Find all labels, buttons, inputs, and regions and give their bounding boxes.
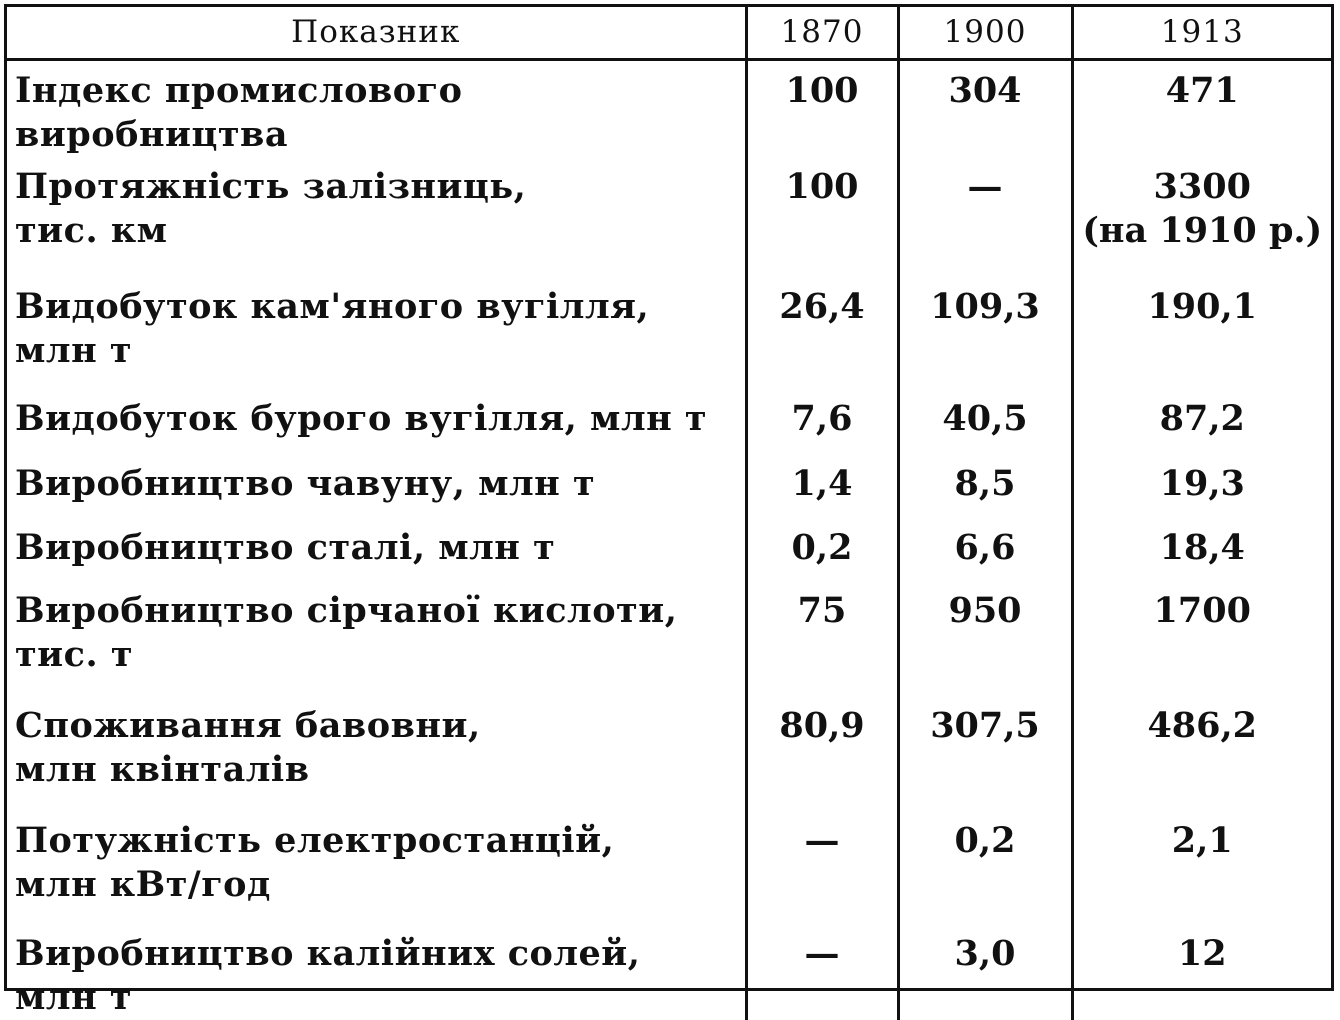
value-1900: 40,5 bbox=[942, 398, 1028, 439]
value-1870: — bbox=[804, 933, 840, 974]
value-1913: 2,1 bbox=[1171, 820, 1233, 861]
row-label: Виробництво калійних солей, млн т bbox=[15, 933, 641, 1018]
table-row bbox=[7, 157, 1331, 277]
value-1900: — bbox=[967, 166, 1003, 207]
table-row bbox=[7, 277, 1331, 389]
value-1870: 1,4 bbox=[791, 463, 853, 504]
header-row bbox=[7, 7, 1331, 60]
value-1913: 19,3 bbox=[1159, 463, 1245, 504]
row-label: Індекс промислового виробництва bbox=[15, 70, 463, 155]
row-label: Видобуток кам'яного вугілля, млн т bbox=[15, 286, 650, 371]
table-row bbox=[7, 924, 1331, 1020]
row-label: Виробництво чавуну, млн т bbox=[15, 463, 596, 504]
value-1900: 3,0 bbox=[954, 933, 1016, 974]
value-1870: 75 bbox=[797, 590, 847, 631]
value-1900: 950 bbox=[948, 590, 1022, 631]
row-label: Споживання бавовни, млн квінталів bbox=[15, 705, 481, 790]
row-label: Видобуток бурого вугілля, млн т bbox=[15, 398, 708, 439]
value-1913: 12 bbox=[1177, 933, 1227, 974]
row-label: Виробництво сірчаної кислоти, тис. т bbox=[15, 590, 678, 675]
value-1870: — bbox=[804, 820, 840, 861]
value-1900: 6,6 bbox=[954, 527, 1016, 568]
table-row bbox=[7, 696, 1331, 811]
value-1913: 190,1 bbox=[1147, 286, 1258, 327]
row-label: Виробництво сталі, млн т bbox=[15, 527, 556, 568]
value-1913: 471 bbox=[1165, 70, 1239, 111]
value-1870: 0,2 bbox=[791, 527, 853, 568]
header-year-1870: 1870 bbox=[746, 7, 898, 60]
value-1870: 7,6 bbox=[791, 398, 853, 439]
value-1900: 0,2 bbox=[954, 820, 1016, 861]
table-row bbox=[7, 60, 1331, 158]
value-1900: 8,5 bbox=[954, 463, 1016, 504]
value-1913: 18,4 bbox=[1159, 527, 1245, 568]
value-1900: 304 bbox=[948, 70, 1022, 111]
table-row bbox=[7, 518, 1331, 581]
table-row bbox=[7, 454, 1331, 518]
value-1900: 307,5 bbox=[930, 705, 1040, 746]
value-1913: 3300 (на 1910 р.) bbox=[1082, 166, 1323, 251]
value-1913: 87,2 bbox=[1159, 398, 1245, 439]
industrial-indicators-table bbox=[7, 7, 1331, 1020]
value-1870: 100 bbox=[785, 166, 859, 207]
table-row bbox=[7, 581, 1331, 696]
row-label: Протяжність залізниць, тис. км bbox=[15, 166, 527, 251]
value-1870: 100 bbox=[785, 70, 859, 111]
value-1913: 486,2 bbox=[1147, 705, 1258, 746]
header-year-1900: 1900 bbox=[898, 7, 1072, 60]
value-1913: 1700 bbox=[1153, 590, 1251, 631]
value-1870: 26,4 bbox=[779, 286, 865, 327]
value-1870: 80,9 bbox=[779, 705, 865, 746]
header-indicator: Показник bbox=[7, 7, 746, 60]
table-row bbox=[7, 389, 1331, 454]
value-1900: 109,3 bbox=[930, 286, 1040, 327]
table-row bbox=[7, 811, 1331, 924]
table-frame bbox=[4, 4, 1334, 1018]
header-year-1913: 1913 bbox=[1072, 7, 1331, 60]
row-label: Потужність електростанцій, млн кВт/год bbox=[15, 820, 615, 905]
